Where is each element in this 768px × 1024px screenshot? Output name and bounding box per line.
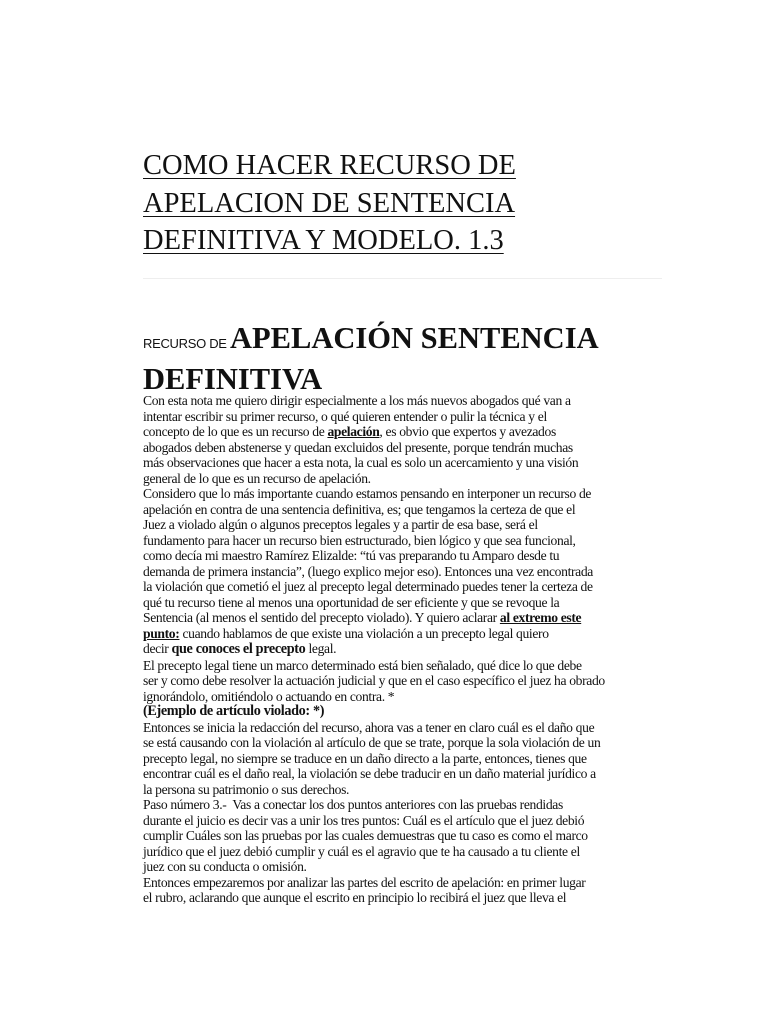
text-fragment: decir [143, 641, 172, 656]
text-line: Entonces empezaremos por analizar las partes del escrito de apelación: en primer lugar [143, 874, 586, 890]
text-line: ignorándolo, omitiéndolo o actuando en contra. * [143, 688, 395, 704]
title-divider [143, 278, 662, 279]
title-line: COMO HACER RECURSO DE [143, 150, 516, 181]
text-line: Con esta nota me quiero dirigir especialmente a los más nuevos abogados qué van a [143, 393, 571, 408]
text-line: qué tu recurso tiene al menos una oportunidad de ser eficiente y que se revoque la [143, 594, 560, 610]
article-body [143, 393, 663, 906]
text-line: El precepto legal tiene un marco determinado está bien señalado, qué dice lo que debe [143, 657, 582, 673]
text-line: cumplir Cuáles son las pruebas por las cuales demuestras que tu caso es como el marco [143, 828, 588, 843]
emphasis-text: punto: [143, 625, 180, 641]
text-fragment: Sentencia (al menos el sentido del precepto violado). Y quiero aclarar [143, 610, 500, 625]
text-line: abogados deben abstenerse y quedan excluidos del presente, porque tendrán muchas [143, 439, 573, 455]
text-line: Paso número 3.- Vas a conectar los dos puntos anteriores con las pruebas rendidas [143, 797, 563, 812]
text-line: jurídico que el juez debió cumplir y cuál es el agravio que te ha causado a tu cliente el [143, 843, 580, 859]
text-line: como decía mi maestro Ramírez Elizalde: “tú vas preparando tu Amparo desde tu [143, 548, 560, 563]
heading-prefix: RECURSO DE [143, 336, 230, 351]
text-line: ser y como debe resolver la actuación judicial y que en el caso específico el juez ha obrado [143, 673, 605, 688]
text-line: se está causando con la violación al artículo de que se trate, porque la sola violación de un [143, 735, 601, 750]
text-fragment: , es obvio que expertos y avezados [379, 424, 556, 439]
text-line: más observaciones que hacer a esta nota, la cual es solo un acercamiento y una visión [143, 455, 579, 470]
text-line: apelación en contra de una sentencia definitiva, es; que tengamos la certeza de que el [143, 501, 576, 517]
heading-main: APELACIÓN SENTENCIA [230, 321, 599, 355]
bold-text: que conoces el precepto [171, 641, 306, 657]
text-line: intentar escribir su primer recurso, o qué quieren entender o pulir la técnica y el [143, 408, 547, 424]
text-fragment: cuando hablamos de que existe una violación a un precepto legal quiero [179, 625, 549, 641]
text-line: durante el juicio es decir vas a unir los tres puntos: Cuál es el artículo que el juez debió [143, 812, 585, 828]
text-fragment: concepto de lo que es un recurso de [143, 424, 328, 439]
text-line: la violación que cometió el juez al precepto legal determinado puedes tener la certeza de [143, 579, 593, 594]
apelacion-link[interactable]: apelación [327, 424, 380, 439]
text-line: la persona su patrimonio o sus derechos. [143, 781, 350, 797]
title-line: DEFINITIVA Y MODELO. 1.3 [143, 225, 504, 256]
text-line [143, 424, 663, 440]
text-line: encontrar cuál es el daño real, la violación se debe traducir en un daño material jurídico a [143, 766, 596, 781]
text-line: juez con su conducta o omisión. [143, 859, 307, 874]
text-line: fundamento para hacer un recurso bien estructurado, bien lógico y que sea funcional, [143, 532, 576, 548]
text-line: el rubro, aclarando que aunque el escrito en principio lo recibirá el juez que lleva el [143, 890, 567, 905]
text-line: Juez a violado algún o algunos preceptos legales y a partir de esa base, será el [143, 517, 538, 532]
document-title [143, 147, 663, 260]
text-line: demanda de primera instancia”, (luego explico mejor eso). Entonces una vez encontrada [143, 563, 593, 579]
text-line [143, 610, 663, 626]
text-line: Entonces se inicia la redacción del recurso, ahora vas a tener en claro cuál es el daño que [143, 719, 595, 735]
emphasis-text: al extremo este [499, 610, 582, 625]
text-line: Considero que lo más importante cuando estamos pensando en interponer un recurso de [143, 486, 592, 501]
title-line: APELACION DE SENTENCIA [143, 187, 516, 219]
heading-line2: DEFINITIVA [143, 362, 323, 396]
section-heading [143, 320, 673, 396]
example-label: (Ejemplo de artículo violado: *) [143, 703, 325, 719]
text-line [143, 641, 663, 658]
text-line [143, 626, 663, 642]
text-line: general de lo que es un recurso de apelación. [143, 470, 371, 486]
text-line: precepto legal, no siempre se traduce en un daño directo a la parte, entonces, tienes que [143, 750, 587, 766]
text-fragment: legal. [305, 641, 337, 656]
